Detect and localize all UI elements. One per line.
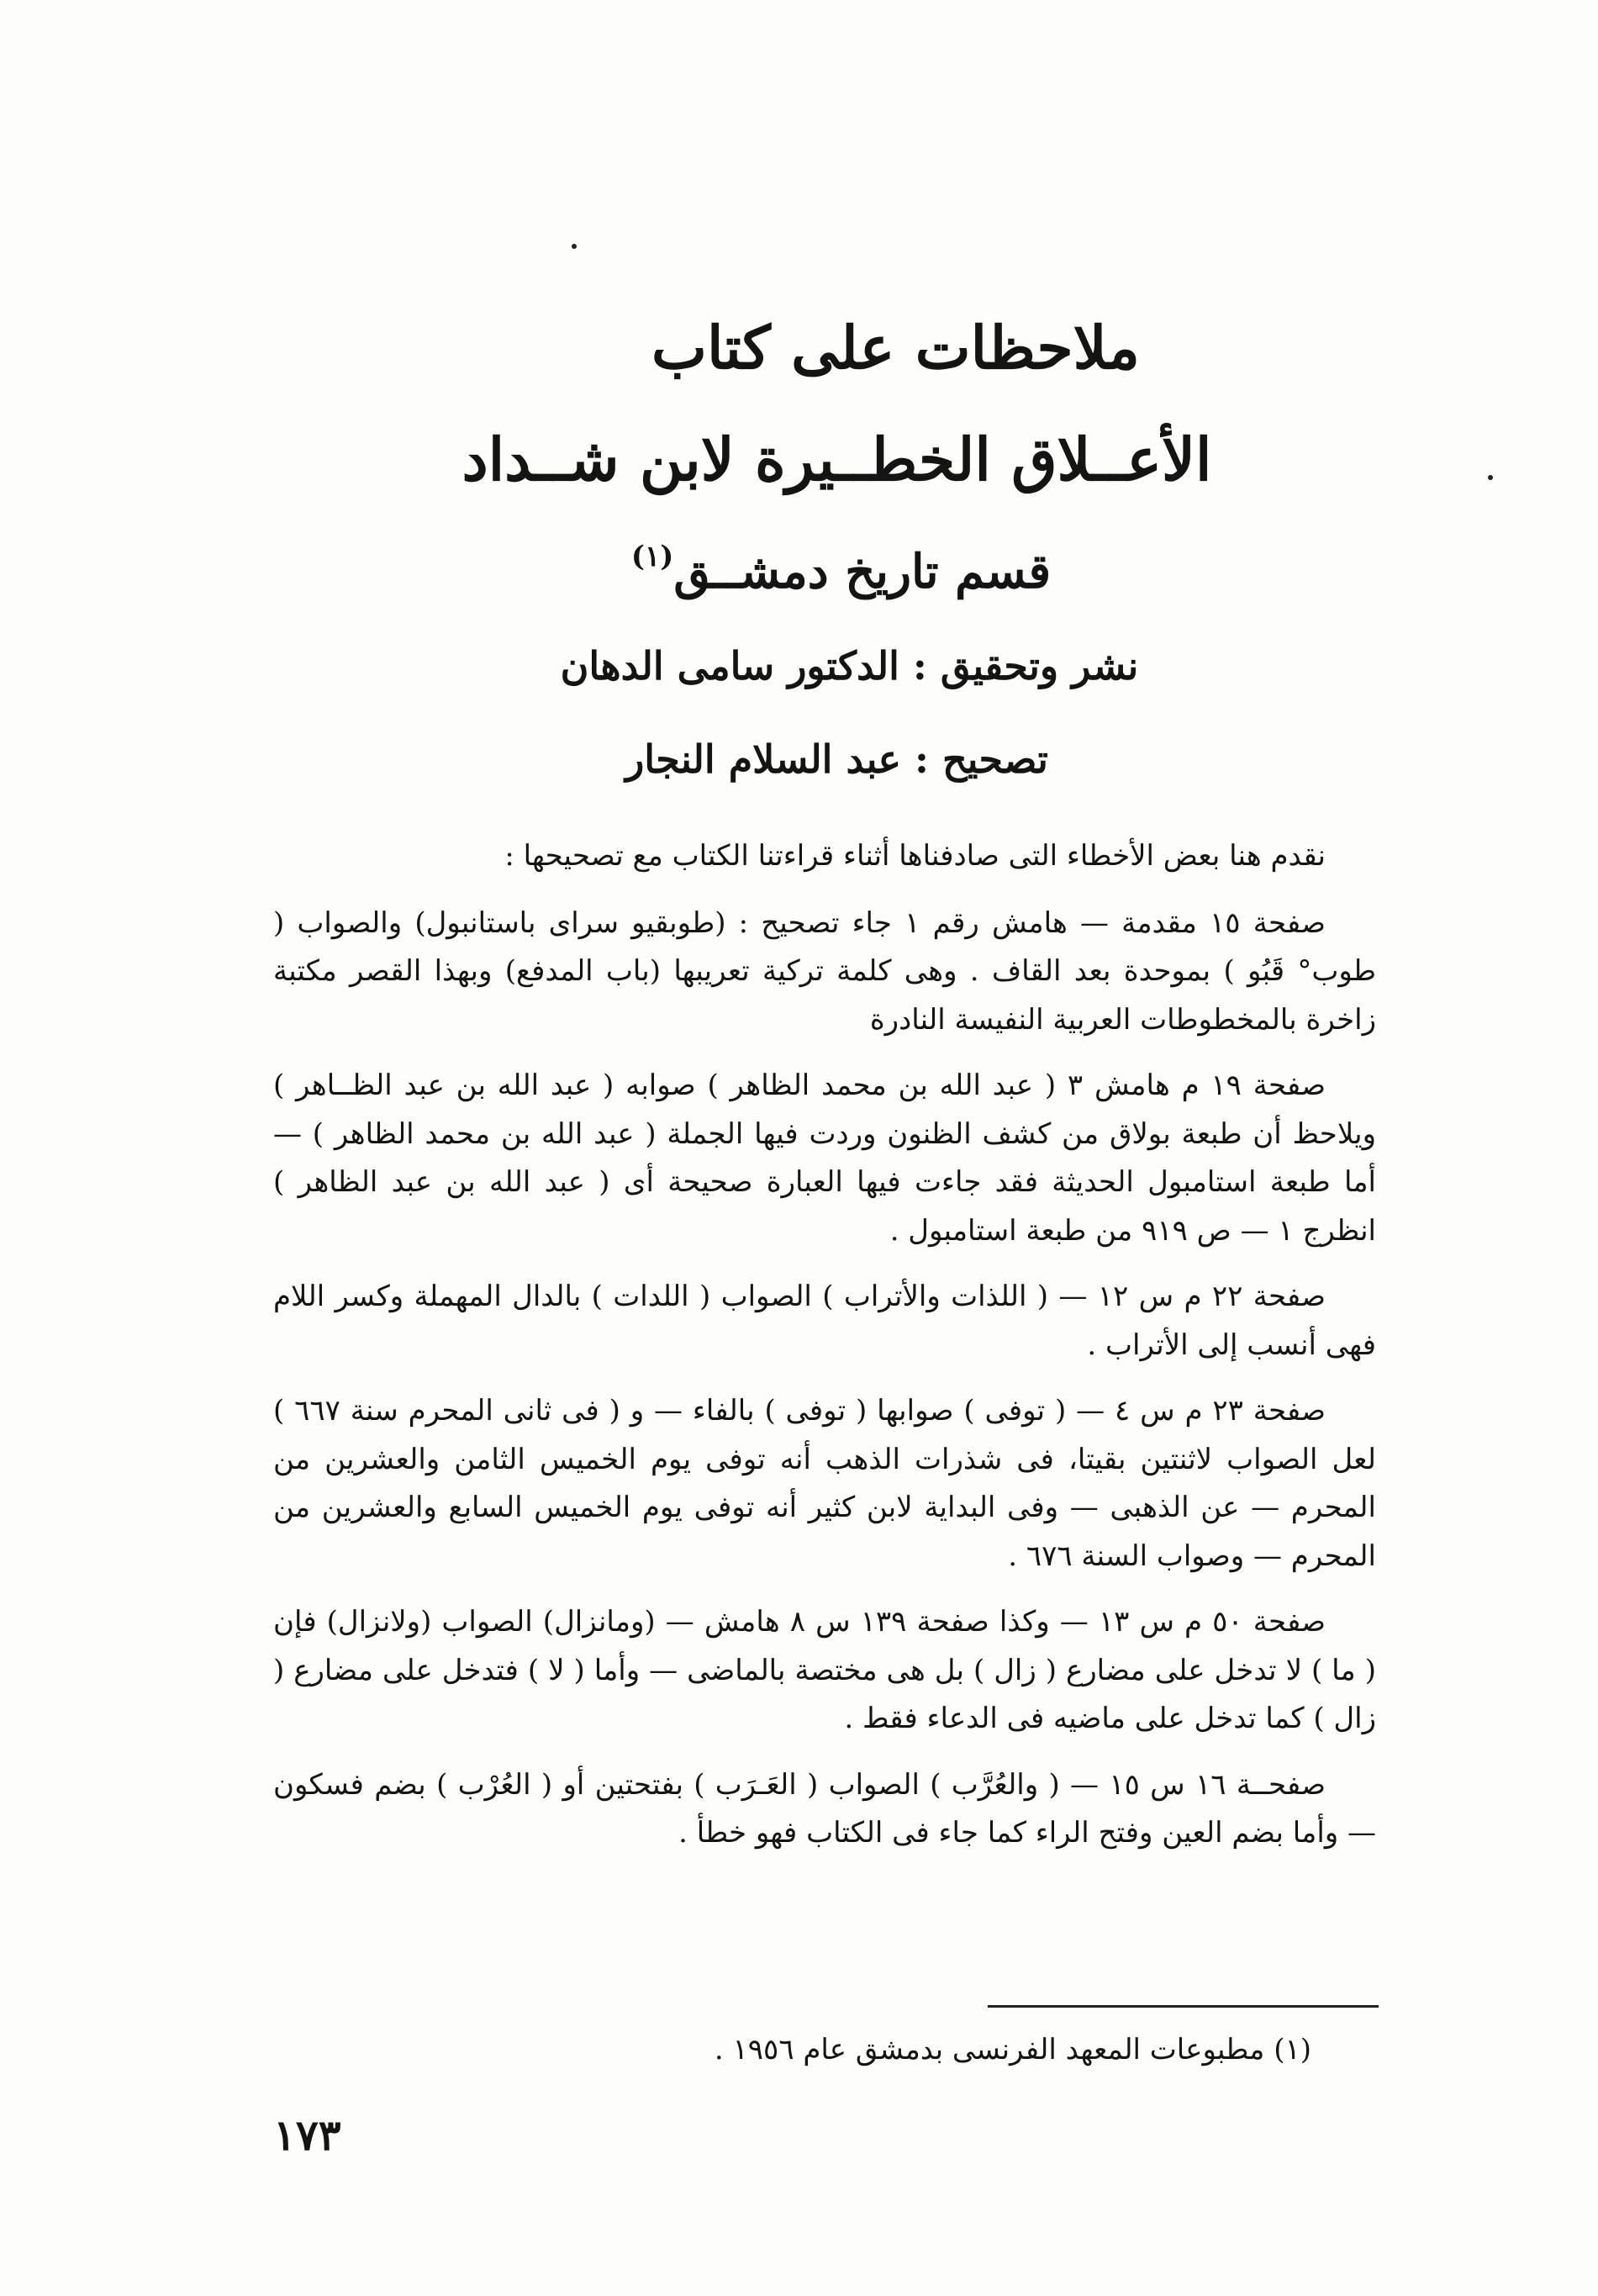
article-body bbox=[273, 832, 1376, 1876]
corrector-line: تصحيح : عبد السلام النجار bbox=[625, 736, 1048, 782]
correction-entry: صفحة ١٥ مقدمة — هامش رقم ١ جاء تصحيح : (طوبقيو سراى باستانبول) والصواب ( طوب° قَبُو ) بموحدة بعد القاف . وهى كلمة تركية تعريبها (باب المدفع) وبهذا القصر مكتبة زاخرة بالمخطوطات العربية النفيسة النادرة bbox=[273, 905, 1376, 1037]
correction-entry: صفحة ١٩ م هامش ٣ ( عبد الله بن محمد الظاهر ) صوابه ( عبد الله بن عبد الظــاهر ) ويلاحظ أن طبعة بولاق من كشف الظنون وردت فيها الجملة ( عبد الله بن محمد الظاهر ) — أما طبعة استامبول الحديثة فقد جاءت فيها العبارة صحيحة أى ( عبد الله بن عبد الظاهر ) انظرج ١ — ص ٩١٩ من طبعة استامبول . bbox=[273, 1069, 1376, 1248]
editor-line: نشر وتحقيق : الدكتور سامى الدهان bbox=[560, 643, 1139, 689]
article-title: ملاحظات على كتاب bbox=[651, 313, 1140, 383]
section-title bbox=[84, 540, 1598, 599]
correction-entry: صفحــة ١٦ س ١٥ — ( والعُرَّب ) الصواب ( العَـرَب ) بفتحتين أو ( العُرْب ) بضم فسكون — وأما بضم العين وفتح الراء كما جاء فى الكتاب فهو خطأ . bbox=[273, 1767, 1376, 1850]
page-number: ١٧٣ bbox=[273, 2110, 341, 2160]
footnote: (١) مطبوعات المعهد الفرنسى بدمشق عام ١٩٥٦ . bbox=[714, 2033, 1311, 2066]
intro-paragraph: نقدم هنا بعض الأخطاء التى صادفناها أثناء قراءتنا الكتاب مع تصحيحها : bbox=[504, 839, 1326, 873]
correction-entry: صفحة ٢٢ م س ١٢ — ( اللذات والأتراب ) الصواب ( اللدات ) بالدال المهملة وكسر اللام فهى أنسب إلى الأتراب . bbox=[273, 1280, 1376, 1362]
book-title: الأعــلاق الخطــيرة لابن شــداد bbox=[461, 425, 1212, 494]
correction-entry: صفحة ٥٠ م س ١٣ — وكذا صفحة ١٣٩ س ٨ هامش — (ومانزال) الصواب (ولانزال) فإن ( ما ) لا تدخل على مضارع ( زال ) بل هى مختصة بالماضى — وأما ( لا ) فتدخل على مضارع ( زال ) كما تدخل على ماضيه فى الدعاء فقط . bbox=[273, 1605, 1376, 1735]
speck-mark bbox=[572, 244, 577, 249]
footnote-marker: (١) bbox=[630, 540, 674, 573]
section-title-text: قسم تاريخ دمشــق bbox=[673, 544, 1052, 599]
correction-entry: صفحة ٢٣ م س ٤ — ( توفى ) صوابها ( توفى ) بالفاء — و ( فى ثانى المحرم سنة ٦٦٧ ) لعل الصواب لاثنتين بقيتا، فى شذرات الذهب أنه توفى يوم الخميس الثامن والعشرين من المحرم — عن الذهبى — وفى البداية لابن كثير أنه توفى يوم الخميس السابع والعشرين من المحرم — وصواب السنة ٦٧٦ . bbox=[273, 1394, 1376, 1573]
footnote-divider bbox=[988, 2005, 1379, 2008]
